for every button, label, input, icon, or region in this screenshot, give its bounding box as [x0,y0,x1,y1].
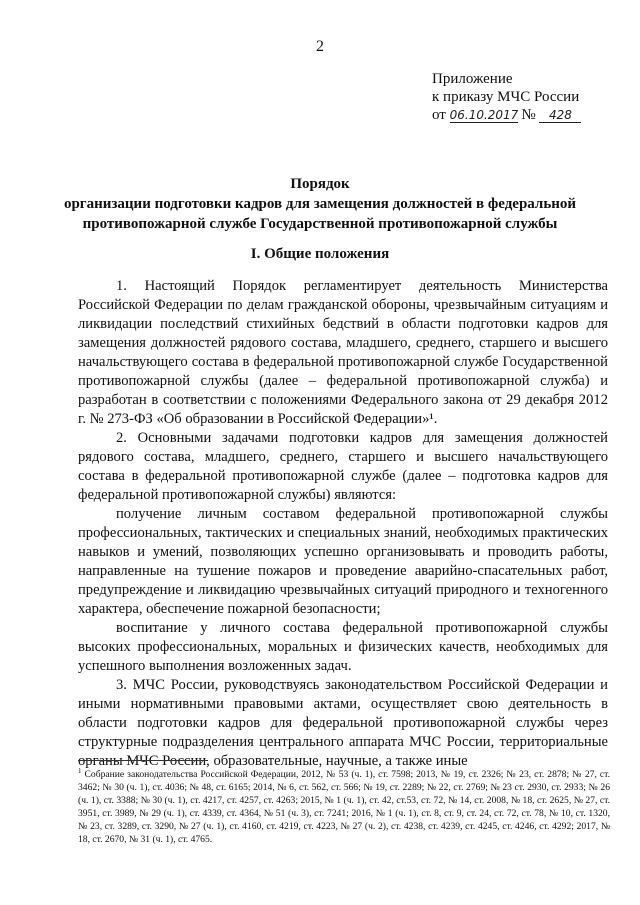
order-date-handwritten: 06.10.2017 [449,108,519,122]
order-date-number-line [432,106,581,124]
appendix-block [432,70,581,124]
order-reference: к приказу МЧС России [432,89,580,105]
title-line-1: Порядок [290,176,350,192]
page-number: 2 [316,38,324,55]
paragraph-2-item-2: воспитание у личного состава федеральной противопожарной службы высоких профессиональных, моральных и физических качеств, необходимых для успешного выполнения возложенных задач. [78,620,608,674]
paragraph-3: 3. МЧС России, руководствуясь законодательством Российской Федерации и иными нормативными правовыми актами, осуществляет свою деятельность в области подготовки кадров для федеральной противопожарной службы через структурные подразделения центрального аппарата МЧС России, территориальные органы МЧС России, образовательные, научные, а также иные [78,677,608,769]
paragraph-2: 2. Основными задачами подготовки кадров для замещения должностей рядового состава, младшего, среднего, старшего и высшего начальствующего состава в федеральной противопожарной службе (далее – подготовка кадров для федеральной противопожарной службы) являются: [78,430,608,503]
document-body [78,277,608,771]
title-line-3: противопожарной службе Государственной противопожарной службы [82,216,558,232]
footnote-text: Собрание законодательства Российской Федерации, 2012, № 53 (ч. 1), ст. 7598; 2013, № 19, ст. 2326; № 23, ст. 2878; № 27, ст. 3462; № 30 (ч. 1), ст. 4036; № 48, ст. 6165; 2014, № 6, ст. 562, ст. 566; № 19, ст. 2289; № 22, ст. 2769; № 23 ст. 2930, ст. 2933; № 26 (ч. 1), ст. 3388; № 30 (ч. 1), ст. 4217, ст. 4257, ст. 4263; 2015, № 1 (ч. 1), ст. 42, ст.53, ст. 72, № 14, ст. 2008, № 18, ст. 2625, № 27, ст. 3951, ст. 3989, № 29 (ч. 1), ст. 4339, ст. 4364, № 51 (ч. 3), ст. 7241; 2016, № 1 (ч. 1), ст. 8, ст. 9, ст. 24, ст. 72, ст. 78, № 10, ст. 1320, № 23, ст. 3289, ст. 3290, № 27 (ч. 1), ст. 4160, ст. 4219, ст. 4223, № 27 (ч. 2), ст. 4238, ст. 4239, ст. 4245, ст. 4246, ст. 4292; 2017, № 18, ст. 2670, № 31 (ч. 1), ст. 4765. [78,769,610,846]
number-label: № [521,107,536,123]
paragraph-1: 1. Настоящий Порядок регламентирует деятельность Министерства Российской Федерации по делам гражданской обороны, чрезвычайным ситуациям и ликвидации последствий стихийных бедствий в области подготовки кадров для замещения должностей рядового состава, младшего, среднего, старшего и высшего начальствующего состава в федеральной противопожарной службе Государственной противопожарной службы (далее – федеральной противопожарной служба) и разработан в соответствии с положениями Федерального закона от 29 декабря 2012 г. № 273-ФЗ «Об образовании в Российской Федерации»¹. [78,278,608,427]
order-number-handwritten: 428 [539,108,581,123]
document-title [60,174,580,234]
footnote [78,765,610,846]
paragraph-2-item-1: получение личным составом федеральной противопожарной службы профессиональных, тактических и специальных знаний, необходимых практических навыков и умений, позволяющих успешно организовывать и проводить работы, направленные на тушение пожаров и проведение аварийно-спасательных работ, предупреждение и ликвидацию чрезвычайных ситуаций природного и техногенного характера, обеспечение пожарной безопасности; [78,506,608,617]
footnote-mark: 1 [78,767,82,775]
title-line-2: организации подготовки кадров для замещения должностей в федеральной [63,196,577,212]
from-label: от [432,107,446,123]
section-heading: I. Общие положения [250,246,390,262]
footnote-divider [78,760,208,761]
appendix-label: Приложение [432,71,513,87]
